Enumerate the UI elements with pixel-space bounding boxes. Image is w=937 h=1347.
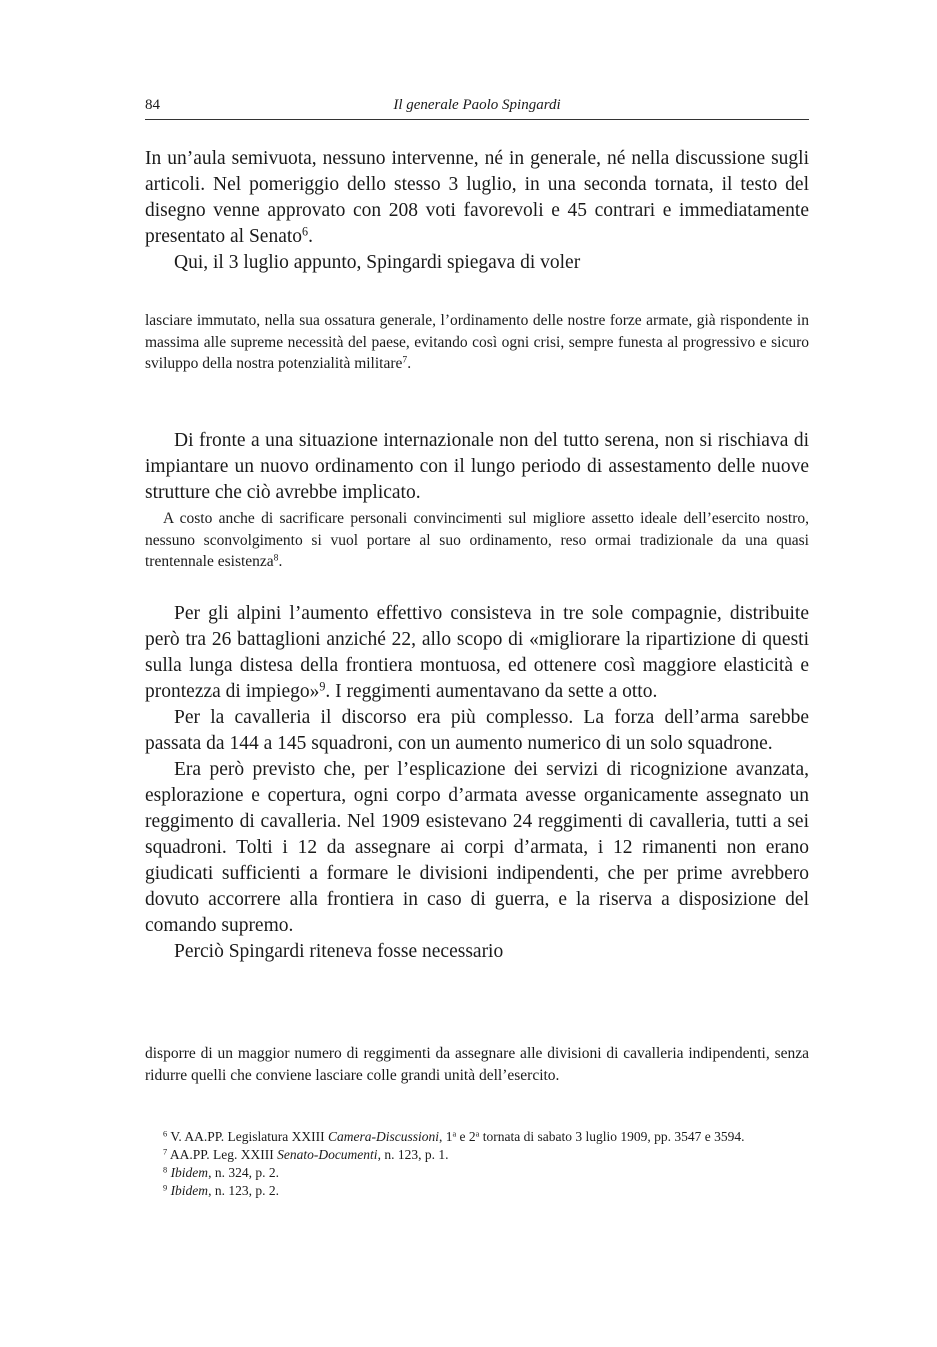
footnote-ref-9[interactable]: 9 — [319, 679, 326, 694]
footnote-8 — [145, 1164, 809, 1182]
footnote-9-number: 9 — [163, 1183, 168, 1193]
footnote-6-ordinal-2: a — [475, 1129, 480, 1139]
quote-1 — [145, 310, 809, 375]
footnote-ref-6[interactable]: 6 — [302, 224, 309, 239]
paragraph-4-text: Per gli alpini l’aumento effettivo consisteva in tre sole compagnie, distribuite però tra 26 battaglioni anziché 22, allo scopo di «migliorare la ripartizione di questi sulla lunga distesa della frontiera montuosa, ed ottenere così maggiore elasticità e prontezza di impiego» — [145, 603, 809, 702]
quote-1-end: . — [407, 355, 412, 372]
footnote-7-number: 7 — [163, 1147, 168, 1157]
paragraph-6: Era però previsto che, per l’esplicazione dei servizi di ricognizione avanzata, esplorazione e copertura, ogni corpo d’armata avesse organicamente assegnato un reggimento di cavalleria. Nel 1909 esistevano 24 reggimenti di cavalleria, tutti a sei squadroni. Tolti i 12 da assegnare ai corpi d’armata, i 12 rimanenti non erano giudicati sufficienti a formare le divisioni indipendenti, che per prime avrebbero dovuto accorrere alla frontiera in caso di guerra, e la riserva a disposizione del comando supremo. — [145, 759, 809, 936]
footnote-9-title: Ibidem — [170, 1183, 209, 1198]
footnote-8-text-b: , n. 324, p. 2. — [208, 1165, 279, 1180]
footnote-6-text-a: V. AA.PP. Legislatura XXIII — [170, 1129, 328, 1144]
quote-1-text: lasciare immutato, nella sua ossatura generale, l’ordinamento delle nostre forze armate, già rispondente in massima alle supreme necessità del paese, evitando così ogni crisi, sempre funesta al progressivo e sicuro sviluppo della nostra potenzialità militare — [145, 312, 809, 372]
running-title: Il generale Paolo Spingardi — [393, 97, 561, 113]
footnote-7-title: Senato-Documenti — [277, 1147, 378, 1162]
paragraph-5: Per la cavalleria il discorso era più complesso. La forza dell’arma sarebbe passata da 144 a 145 squadroni, con un aumento numerico di un solo squadrone. — [145, 707, 809, 754]
page-number: 84 — [145, 97, 160, 113]
quote-2 — [145, 508, 809, 573]
paragraph-3 — [145, 428, 809, 506]
paragraph-4-end: . I reggimenti aumentavano da sette a otto. — [325, 681, 658, 702]
footnote-6-number: 6 — [163, 1129, 168, 1139]
footnote-7-text-a: AA.PP. Leg. XXIII — [169, 1147, 278, 1162]
quote-2-text: A costo anche di sacrificare personali convincimenti sul migliore assetto ideale dell’esercito nostro, nessuno sconvolgimento si vuol portare al suo ordinamento, reso ormai tradizionale da una quasi trentennale esistenza — [145, 510, 809, 570]
footnote-6 — [145, 1128, 809, 1146]
quote-2-end: . — [278, 553, 283, 570]
footnote-6-text-c: e 2 — [456, 1129, 476, 1144]
footnote-ref-7[interactable]: 7 — [402, 354, 408, 366]
footnote-9 — [145, 1182, 809, 1200]
footnote-6-text-b: , 1 — [438, 1129, 453, 1144]
paragraph-1-text: In un’aula semivuota, nessuno intervenne, né in generale, né nella discussione sugli articoli. Nel pomeriggio dello stesso 3 luglio, in una seconda tornata, il testo del disegno venne approvato con 208 voti favorevoli e 45 contrari e immediatamente presentato al Senato — [145, 148, 809, 247]
paragraph-4 — [145, 601, 809, 705]
footnote-8-title: Ibidem — [170, 1165, 209, 1180]
footnote-9-text-b: , n. 123, p. 2. — [208, 1183, 279, 1198]
paragraph-7: Perciò Spingardi riteneva fosse necessario — [174, 941, 504, 962]
footnotes — [145, 1128, 809, 1200]
footnote-ref-8[interactable]: 8 — [273, 552, 279, 564]
paragraph-3-text: Di fronte a una situazione internazionale non del tutto serena, non si rischiava di impiantare un nuovo ordinamento con il lungo periodo di assestamento delle nuove strutture che ciò avrebbe implicato. — [145, 430, 809, 503]
paragraph-1 — [145, 146, 809, 276]
paragraph-1-end: . — [308, 226, 313, 247]
footnote-6-ordinal-1: a — [452, 1129, 457, 1139]
footnote-6-text-d: tornata di sabato 3 luglio 1909, pp. 3547 e 3594. — [479, 1129, 745, 1144]
quote-3 — [145, 1043, 809, 1086]
paragraph-2: Qui, il 3 luglio appunto, Spingardi spiegava di voler — [174, 252, 581, 273]
footnote-6-title: Camera-Discussioni — [327, 1129, 439, 1144]
quote-3-text: disporre di un maggior numero di reggimenti da assegnare alle divisioni di cavalleria indipendenti, senza ridurre quelli che conviene lasciare colle grandi unità dell’esercito. — [145, 1045, 809, 1084]
footnote-8-number: 8 — [163, 1165, 168, 1175]
footnote-7 — [145, 1146, 809, 1164]
footnote-7-text-b: , n. 123, p. 1. — [377, 1147, 449, 1162]
paragraph-4-group — [145, 601, 809, 965]
page-header — [145, 97, 809, 120]
